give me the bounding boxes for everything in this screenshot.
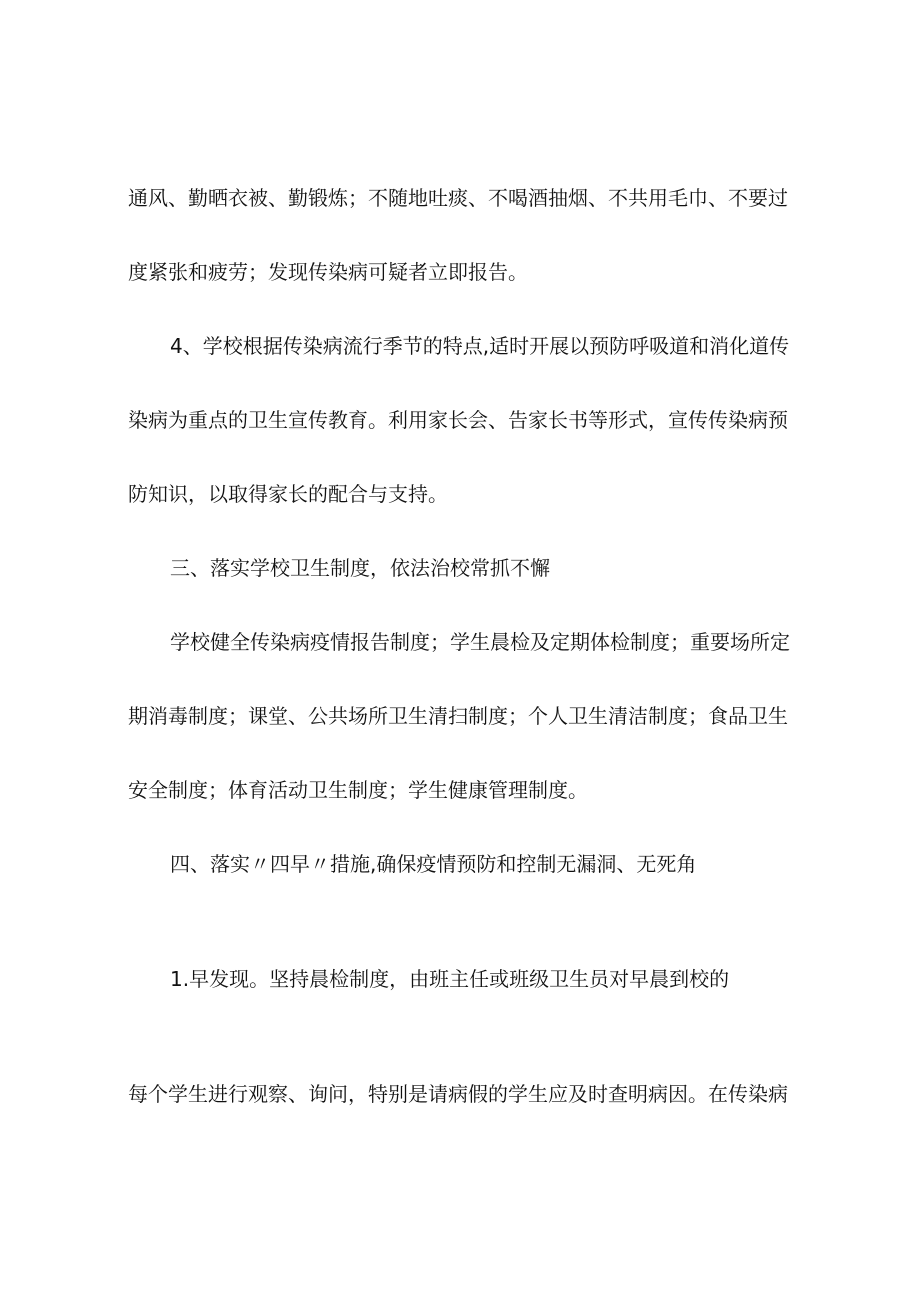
text-line-12: 每个学生进行观察、询问，特别是请病假的学生应及时查明病因。在传染病 bbox=[128, 1082, 788, 1106]
text-line-1: 通风、勤晒衣被、勤锻炼；不随地吐痰、不喝酒抽烟、不共用毛巾、不要过 bbox=[128, 186, 788, 210]
text-line-8: 期消毒制度；课堂、公共场所卫生清扫制度；个人卫生清洁制度；食品卫生 bbox=[128, 704, 788, 728]
text-line-7: 学校健全传染病疫情报告制度；学生晨检及定期体检制度；重要场所定 bbox=[170, 630, 790, 654]
section-heading-3: 三、落实学校卫生制度，依法治校常抓不懈 bbox=[170, 556, 550, 580]
section-heading-4: 四、落实〃四早〃措施,确保疫情预防和控制无漏洞、无死角 bbox=[170, 852, 697, 876]
text-line-5: 防知识，以取得家长的配合与支持。 bbox=[128, 482, 448, 506]
text-line-9: 安全制度；体育活动卫生制度；学生健康管理制度。 bbox=[128, 778, 588, 802]
text-line-4: 染病为重点的卫生宣传教育。利用家长会、告家长书等形式，宣传传染病预 bbox=[128, 408, 788, 432]
text-line-2: 度紧张和疲劳；发现传染病可疑者立即报告。 bbox=[128, 260, 528, 284]
paragraph-item-early-detection: 1.早发现。坚持晨检制度，由班主任或班级卫生员对早晨到校的 bbox=[170, 967, 730, 991]
paragraph-item-4: 4、学校根据传染病流行季节的特点,适时开展以预防呼吸道和消化道传 bbox=[170, 334, 790, 358]
